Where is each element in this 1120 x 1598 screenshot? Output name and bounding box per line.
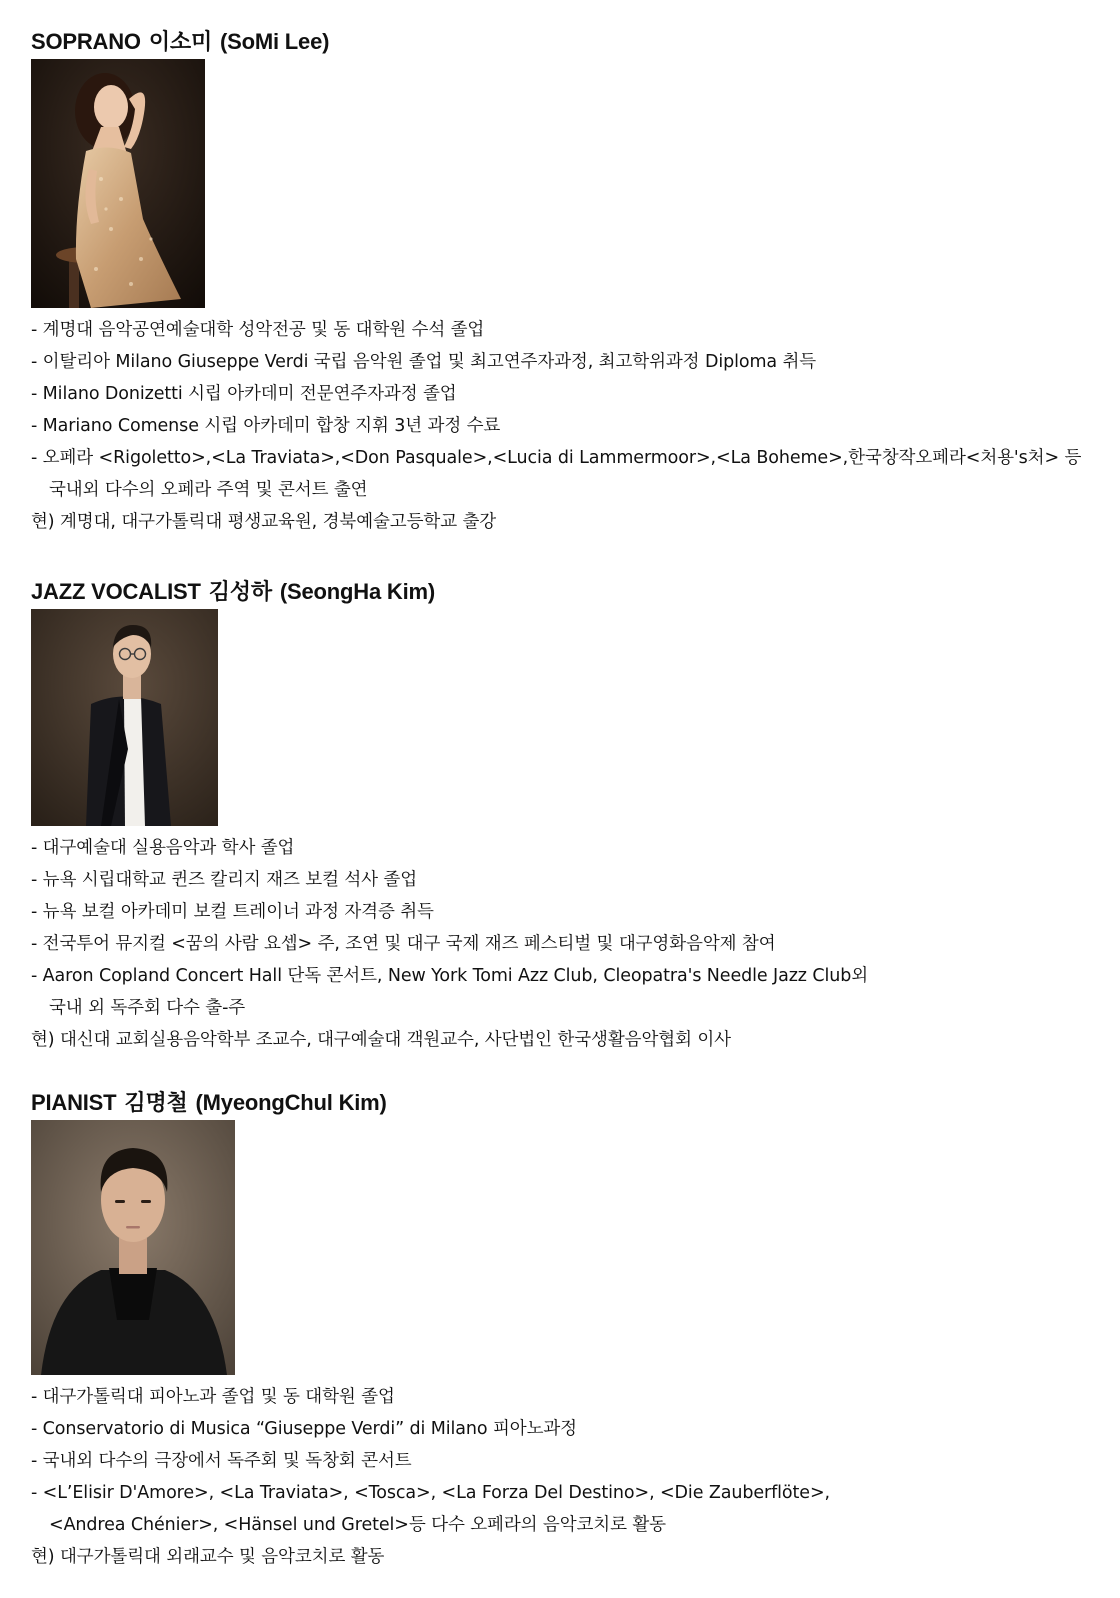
performer-jazz-vocalist (31, 577, 1101, 1056)
bio-item: - 대구가톨릭대 피아노과 졸업 및 동 대학원 졸업 (31, 1387, 395, 1407)
performer-bio-list (31, 1381, 1101, 1573)
bio-item-continuation: <Andrea Chénier>, <Hänsel und Gretel>등 다수 오페라의 음악코치로 활동 (49, 1515, 666, 1535)
bio-item: - 뉴욕 시립대학교 퀸즈 칼리지 재즈 보컬 석사 졸업 (31, 870, 418, 890)
performer-name-en: (MyeongChul Kim) (195, 1090, 387, 1115)
bio-item: - Milano Donizetti 시립 아카데미 전문연주자과정 졸업 (31, 384, 457, 404)
performer-bio-list (31, 832, 1101, 1056)
bio-item-line: - Aaron Copland Concert Hall 단독 콘서트, New York Tomi Azz Club, Cleopatra's Needle Jazz Club외 (31, 966, 869, 986)
bio-item: - 이탈리아 Milano Giuseppe Verdi 국립 음악원 졸업 및 최고연주자과정, 최고학위과정 Diploma 취득 (31, 352, 817, 372)
performer-name-en: (SoMi Lee) (220, 29, 330, 54)
performer-photo (31, 609, 218, 826)
performer-photo (31, 59, 205, 308)
performer-name-ko: 이소미 (148, 29, 212, 54)
performer-soprano (31, 27, 1101, 538)
bio-item: - 전국투어 뮤지컬 <꿈의 사람 요셉> 주, 조연 및 대구 국제 재즈 페스티벌 및 대구영화음악제 참여 (31, 934, 776, 954)
bio-item (31, 1477, 1101, 1541)
bio-item-line: - 오페라 <Rigoletto>,<La Traviata>,<Don Pasquale>,<Lucia di Lammermoor>,<La Boheme>,한국창작오페라<처용's처> 등 (31, 448, 1082, 468)
bio-item-line: - <L’Elisir D'Amore>, <La Traviata>, <Tosca>, <La Forza Del Destino>, <Die Zauberflöte>, (31, 1483, 830, 1503)
performer-name-ko: 김성하 (208, 579, 272, 604)
performer-heading (31, 27, 1101, 57)
bio-item (31, 960, 1101, 1024)
performer-role: PIANIST (31, 1090, 117, 1115)
current-position: 현) 대구가톨릭대 외래교수 및 음악코치로 활동 (31, 1547, 385, 1567)
performer-heading (31, 577, 1101, 607)
bio-item: - Mariano Comense 시립 아카데미 합창 지휘 3년 과정 수료 (31, 416, 501, 436)
performer-role: JAZZ VOCALIST (31, 579, 201, 604)
performer-bio-list (31, 314, 1101, 538)
bio-item: - 뉴욕 보컬 아카데미 보컬 트레이너 과정 자격증 취득 (31, 902, 434, 922)
performer-heading (31, 1088, 1101, 1118)
bio-item-continuation: 국내 외 독주회 다수 출-주 (49, 998, 246, 1018)
performer-name-en: (SeongHa Kim) (279, 579, 435, 604)
bio-item: - Conservatorio di Musica “Giuseppe Verdi” di Milano 피아노과정 (31, 1419, 577, 1439)
current-position: 현) 대신대 교회실용음악학부 조교수, 대구예술대 객원교수, 사단법인 한국생활음악협회 이사 (31, 1030, 731, 1050)
bio-item: - 국내외 다수의 극장에서 독주회 및 독창회 콘서트 (31, 1451, 412, 1471)
current-position: 현) 계명대, 대구가톨릭대 평생교육원, 경북예술고등학교 출강 (31, 512, 497, 532)
bio-item (31, 442, 1101, 506)
bio-item: - 계명대 음악공연예술대학 성악전공 및 동 대학원 수석 졸업 (31, 320, 485, 340)
bio-item: - 대구예술대 실용음악과 학사 졸업 (31, 838, 295, 858)
performer-name-ko: 김명철 (124, 1090, 188, 1115)
bio-item-continuation: 국내외 다수의 오페라 주역 및 콘서트 출연 (49, 480, 368, 500)
performer-pianist (31, 1088, 1101, 1573)
performer-photo (31, 1120, 235, 1375)
performer-role: SOPRANO (31, 29, 141, 54)
